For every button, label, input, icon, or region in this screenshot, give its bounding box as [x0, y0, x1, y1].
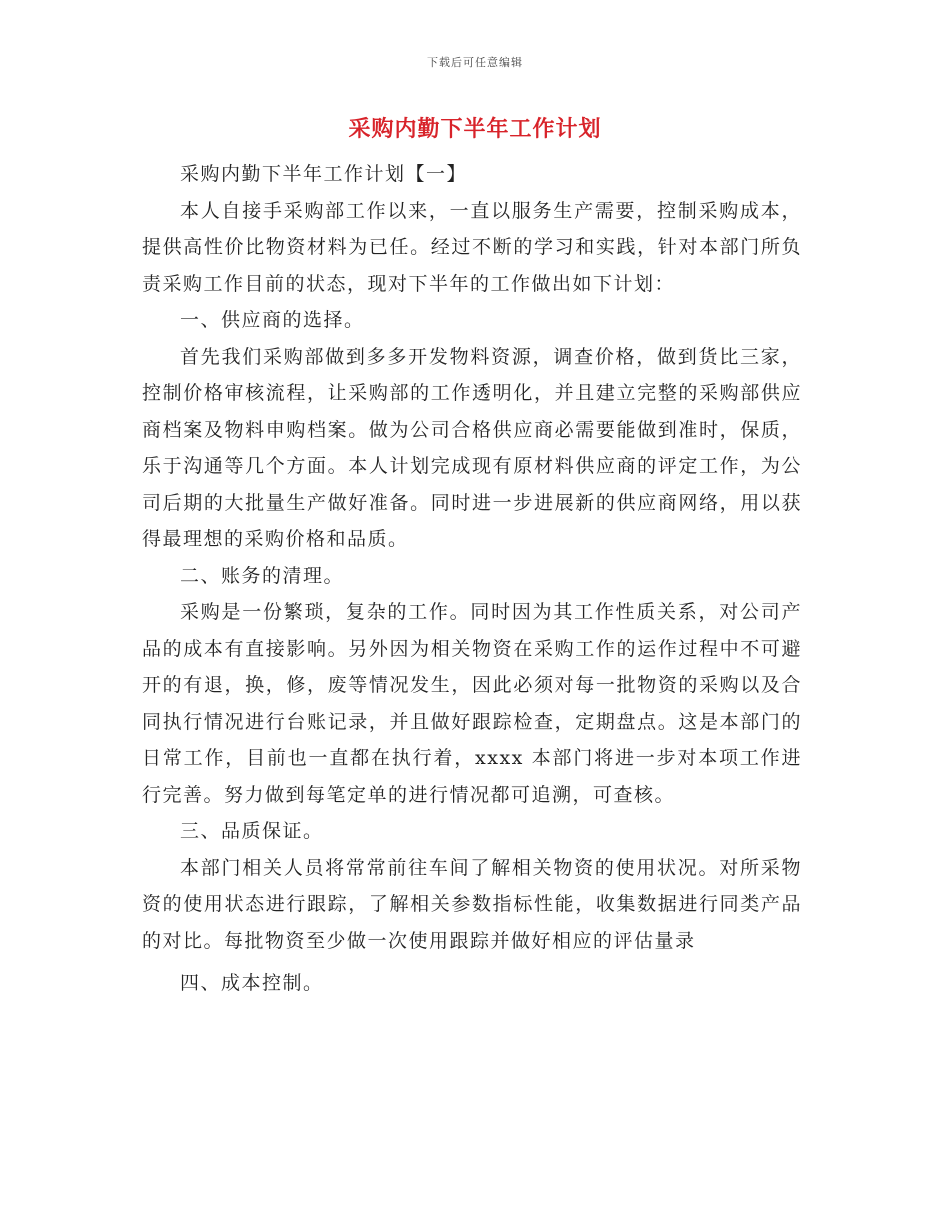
- document-body: [142, 156, 802, 1002]
- account-cleanup-paragraph: 采购是一份繁琐，复杂的工作。同时因为其工作性质关系，对公司产品的成本有直接影响。另外因为相关物资在采购工作的运作过程中不可避开的有退，换，修，废等情况发生，因此必须对每一批物资的采购以及合同执行情况进行台账记录，并且做好跟踪检查，定期盘点。这是本部门的日常工作，目前也一直都在执行着，xxxx 本部门将进一步对本项工作进行完善。努力做到每笔定单的进行情况都可追溯，可查核。: [142, 601, 802, 806]
- section-heading-part-one: 采购内勤下半年工作计划【一】: [180, 163, 468, 185]
- section-heading-supplier-selection: 一、供应商的选择。: [180, 309, 365, 331]
- section-heading-cost-control: 四、成本控制。: [180, 972, 324, 994]
- section-heading-account-cleanup: 二、账务的清理。: [180, 564, 345, 587]
- section-heading-quality-assurance: 三、品质保证。: [180, 820, 324, 842]
- supplier-selection-paragraph: 首先我们采购部做到多多开发物料资源，调查价格，做到货比三家，控制价格审核流程，让采购部的工作透明化，并且建立完整的采购部供应商档案及物料申购档案。做为公司合格供应商必需要能做到准时，保质，乐于沟通等几个方面。本人计划完成现有原材料供应商的评定工作，为公司后期的大批量生产做好准备。同时进一步进展新的供应商网络，用以获得最理想的采购价格和品质。: [142, 345, 802, 550]
- quality-assurance-paragraph: 本部门相关人员将常常前往车间了解相关物资的使用状况。对所采物资的使用状态进行跟踪，了解相关参数指标性能，收集数据进行同类产品的对比。每批物资至少做一次使用跟踪并做好相应的评估量录: [142, 856, 802, 952]
- page-header-note: 下载后可任意编辑: [427, 56, 523, 69]
- document-title: 采购内勤下半年工作计划: [348, 116, 602, 142]
- intro-paragraph: 本人自接手采购部工作以来，一直以服务生产需要，控制采购成本，提供高性价比物资材料为已任。经过不断的学习和实践，针对本部门所负责采购工作目前的状态，现对下半年的工作做出如下计划：: [142, 199, 802, 295]
